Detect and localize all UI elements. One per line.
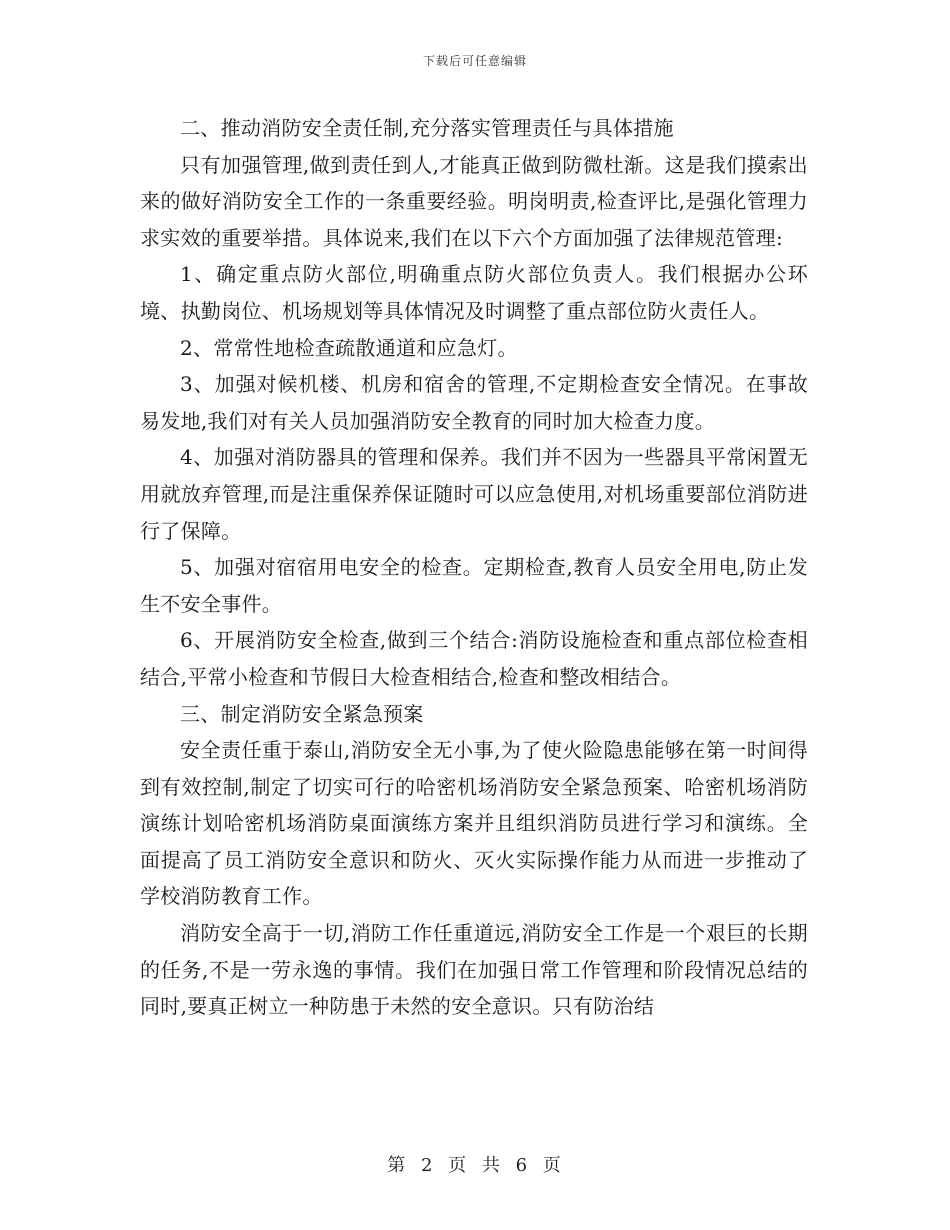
- list-item-1: 1、确定重点防火部位,明确重点防火部位负责人。我们根据办公环境、执勤岗位、机场规划等具体情况及时调整了重点部位防火责任人。: [140, 262, 808, 323]
- paragraph: 只有加强管理,做到责任到人,才能真正做到防微杜渐。这是我们摸索出来的做好消防安全工作的一条重要经验。明岗明责,检查评比,是强化管理力求实效的重要举措。具体说来,我们在以下六个方面加强了法律规范管理:: [140, 152, 808, 250]
- document-body: [140, 110, 808, 1025]
- page-number-footer: 第 2 页 共 6 页: [387, 1155, 563, 1176]
- section-heading-3: 三、制定消防安全紧急预案: [180, 701, 424, 726]
- section-heading-2: 二、推动消防安全责任制,充分落实管理责任与具体措施: [180, 116, 674, 140]
- list-item-5: 5、加强对宿宿用电安全的检查。定期检查,教育人员安全用电,防止发生不安全事件。: [140, 555, 808, 616]
- paragraph: 消防安全高于一切,消防工作任重道远,消防安全工作是一个艰巨的长期的任务,不是一劳永逸的事情。我们在加强日常工作管理和阶段情况总结的同时,要真正树立一种防患于未然的安全意识。只有防治结: [140, 921, 808, 1019]
- list-item-4: 4、加强对消防器具的管理和保养。我们并不因为一些器具平常闲置无用就放弃管理,而是注重保养保证随时可以应急使用,对机场重要部位消防进行了保障。: [140, 445, 808, 543]
- list-item-2: 2、常常性地检查疏散通道和应急灯。: [180, 335, 518, 360]
- list-item-3: 3、加强对候机楼、机房和宿舍的管理,不定期检查安全情况。在事故易发地,我们对有关人员加强消防安全教育的同时加大检查力度。: [140, 372, 808, 433]
- paragraph: 安全责任重于泰山,消防安全无小事,为了使火险隐患能够在第一时间得到有效控制,制定了切实可行的哈密机场消防安全紧急预案、哈密机场消防演练计划哈密机场消防桌面演练方案并且组织消防员进行学习和演练。全面提高了员工消防安全意识和防火、灭火实际操作能力从而进一步推动了学校消防教育工作。: [140, 738, 808, 909]
- list-item-6: 6、开展消防安全检查,做到三个结合:消防设施检查和重点部位检查相结合,平常小检查和节假日大检查相结合,检查和整改相结合。: [140, 628, 808, 689]
- page-header: 下载后可任意编辑: [422, 54, 527, 68]
